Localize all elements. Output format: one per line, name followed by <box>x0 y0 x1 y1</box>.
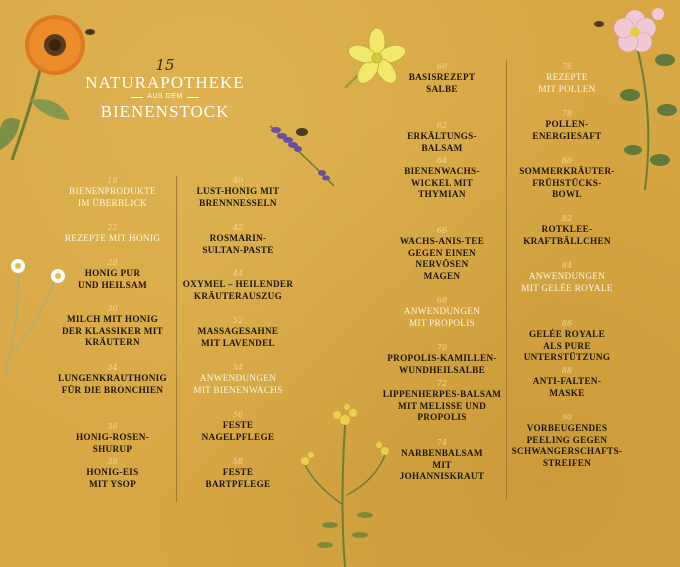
entry-title: REZEPTE MIT HONIG <box>64 233 161 243</box>
toc-entry[interactable] <box>178 363 298 396</box>
entry-title: ROTKLEE- KRAFTBÄLLCHEN <box>523 224 611 246</box>
toc-entry[interactable] <box>508 156 626 201</box>
page-number: 68 <box>436 296 448 305</box>
entry-title: BIENENWACHS- WICKEL MIT THYMIAN <box>404 166 480 199</box>
entry-title: LIPPENHERPES-BALSAM MIT MELISSE UND PROPOLIS <box>382 389 502 422</box>
page-number: 44 <box>232 269 244 278</box>
page-number: 38 <box>107 457 118 466</box>
entry-title: ANWENDUNGEN MIT BIENENWACHS <box>193 373 283 395</box>
entry-title: HONIG-EIS MIT YSOP <box>86 467 139 489</box>
toc-entry[interactable] <box>378 438 506 483</box>
entry-title: OXYMEL – HEILENDER KRÄUTERAUSZUG <box>182 279 294 301</box>
toc-entry[interactable] <box>50 422 175 455</box>
toc-entry[interactable] <box>378 343 506 376</box>
toc-entry[interactable] <box>50 304 175 349</box>
toc-entry[interactable] <box>378 226 506 282</box>
entry-title: REZEPTE MIT POLLEN <box>538 72 596 94</box>
toc-entry[interactable] <box>178 316 298 349</box>
entry-title: HONIG-ROSEN- SHURUP <box>75 432 150 454</box>
entry-title: HONIG PUR UND HEILSAM <box>78 268 147 290</box>
toc-entry[interactable] <box>50 176 175 209</box>
toc-entry[interactable] <box>50 363 175 396</box>
toc-entry[interactable] <box>378 121 506 154</box>
page-number: 88 <box>561 366 573 375</box>
toc-entry[interactable] <box>508 366 626 399</box>
page-number: 90 <box>561 413 573 422</box>
entry-title: BIENENPRODUKTE IM ÜBERBLICK <box>69 186 156 208</box>
page-number: 66 <box>436 226 448 235</box>
entry-title: FESTE NAGELPFLEGE <box>201 420 275 442</box>
entry-title: VORBEUGENDES PEELING GEGEN SCHWANGERSCHAFTS- STREIFEN <box>511 423 623 468</box>
page-number: 18 <box>107 176 118 185</box>
toc-entry[interactable] <box>178 410 298 443</box>
page-number: 72 <box>436 379 448 388</box>
title-rule-right <box>187 97 199 98</box>
page-number: 80 <box>561 156 573 165</box>
entry-title: LUNGENKRAUTHONIG FÜR DIE BRONCHIEN <box>58 373 167 395</box>
toc-entry[interactable] <box>50 258 175 291</box>
entry-title: PROPOLIS-KAMILLEN- WUNDHEILSALBE <box>387 353 497 375</box>
entry-title: ERKÄLTUNGS- BALSAM <box>407 131 477 153</box>
title-rule-left <box>131 97 143 98</box>
chapter-number: 15 <box>155 56 175 74</box>
entry-title: ANWENDUNGEN MIT PROPOLIS <box>403 306 481 328</box>
chapter-title-line3: BIENENSTOCK <box>100 102 230 121</box>
page-number: 58 <box>232 457 244 466</box>
toc-entry[interactable] <box>50 223 175 245</box>
chapter-title-line2-text: AUS DEM <box>147 93 183 100</box>
column-divider <box>506 60 507 500</box>
page-number: 62 <box>436 121 448 130</box>
page-number: 36 <box>107 422 118 431</box>
page-number: 42 <box>232 223 244 232</box>
page-number: 52 <box>232 316 244 325</box>
toc-entry[interactable] <box>178 176 298 209</box>
toc-entry[interactable] <box>378 296 506 329</box>
toc-entry[interactable] <box>508 413 626 469</box>
page-number: 34 <box>107 363 118 372</box>
entry-title: FESTE BARTPFLEGE <box>205 467 271 489</box>
page-number: 40 <box>232 176 244 185</box>
column-divider <box>176 176 177 502</box>
entry-title: ANTI-FALTEN- MASKE <box>532 376 602 398</box>
toc-entry[interactable] <box>508 214 626 247</box>
page-number: 84 <box>561 261 573 270</box>
toc-entry[interactable] <box>378 379 506 424</box>
chapter-title-line1: NATURAPOTHEKE <box>85 73 245 92</box>
page-number: 86 <box>561 319 573 328</box>
entry-title: NARBENBALSAM MIT JOHANNISKRAUT <box>399 448 485 481</box>
entry-title: MILCH MIT HONIG DER KLASSIKER MIT KRÄUTERN <box>61 314 164 347</box>
entry-title: ROSMARIN- SULTAN-PASTE <box>202 233 274 255</box>
page-number: 56 <box>232 410 244 419</box>
page-number: 64 <box>436 156 448 165</box>
page-number: 28 <box>107 258 118 267</box>
toc-entry[interactable] <box>178 269 298 302</box>
page-number: 54 <box>232 363 244 372</box>
page-number: 30 <box>107 304 118 313</box>
page-number: 22 <box>107 223 118 232</box>
toc-entry[interactable] <box>508 109 626 142</box>
toc-entry[interactable] <box>508 319 626 364</box>
entry-title: POLLEN- ENERGIESAFT <box>532 119 602 141</box>
entry-title: GELÉE ROYALE ALS PURE UNTERSTÜTZUNG <box>523 329 611 362</box>
toc-entry[interactable] <box>178 223 298 256</box>
chapter-title-line2 <box>80 92 250 102</box>
toc-entry[interactable] <box>508 261 626 294</box>
entry-title: LUST-HONIG MIT BRENNNESSELN <box>196 186 280 208</box>
page-number: 60 <box>436 62 448 71</box>
entry-title: ANWENDUNGEN MIT GELÉE ROYALE <box>521 271 613 293</box>
chapter-title-block <box>80 58 250 121</box>
toc-entry[interactable] <box>178 457 298 490</box>
page-number: 78 <box>561 109 573 118</box>
page-number: 76 <box>561 62 573 71</box>
entry-title: SOMMERKRÄUTER- FRÜHSTÜCKS- BOWL <box>519 166 615 199</box>
entry-title: WACHS-ANIS-TEE GEGEN EINEN NERVÖSEN MAGEN <box>399 236 485 281</box>
entry-title: BASISREZEPT SALBE <box>408 72 476 94</box>
page-number: 74 <box>436 438 448 447</box>
toc-entry[interactable] <box>378 156 506 201</box>
toc-entry[interactable] <box>508 62 626 95</box>
entry-title: MASSAGESAHNE MIT LAVENDEL <box>197 326 279 348</box>
toc-entry[interactable] <box>378 62 506 95</box>
toc-entry[interactable] <box>50 457 175 490</box>
page-number: 70 <box>436 343 448 352</box>
page-number: 82 <box>561 214 573 223</box>
